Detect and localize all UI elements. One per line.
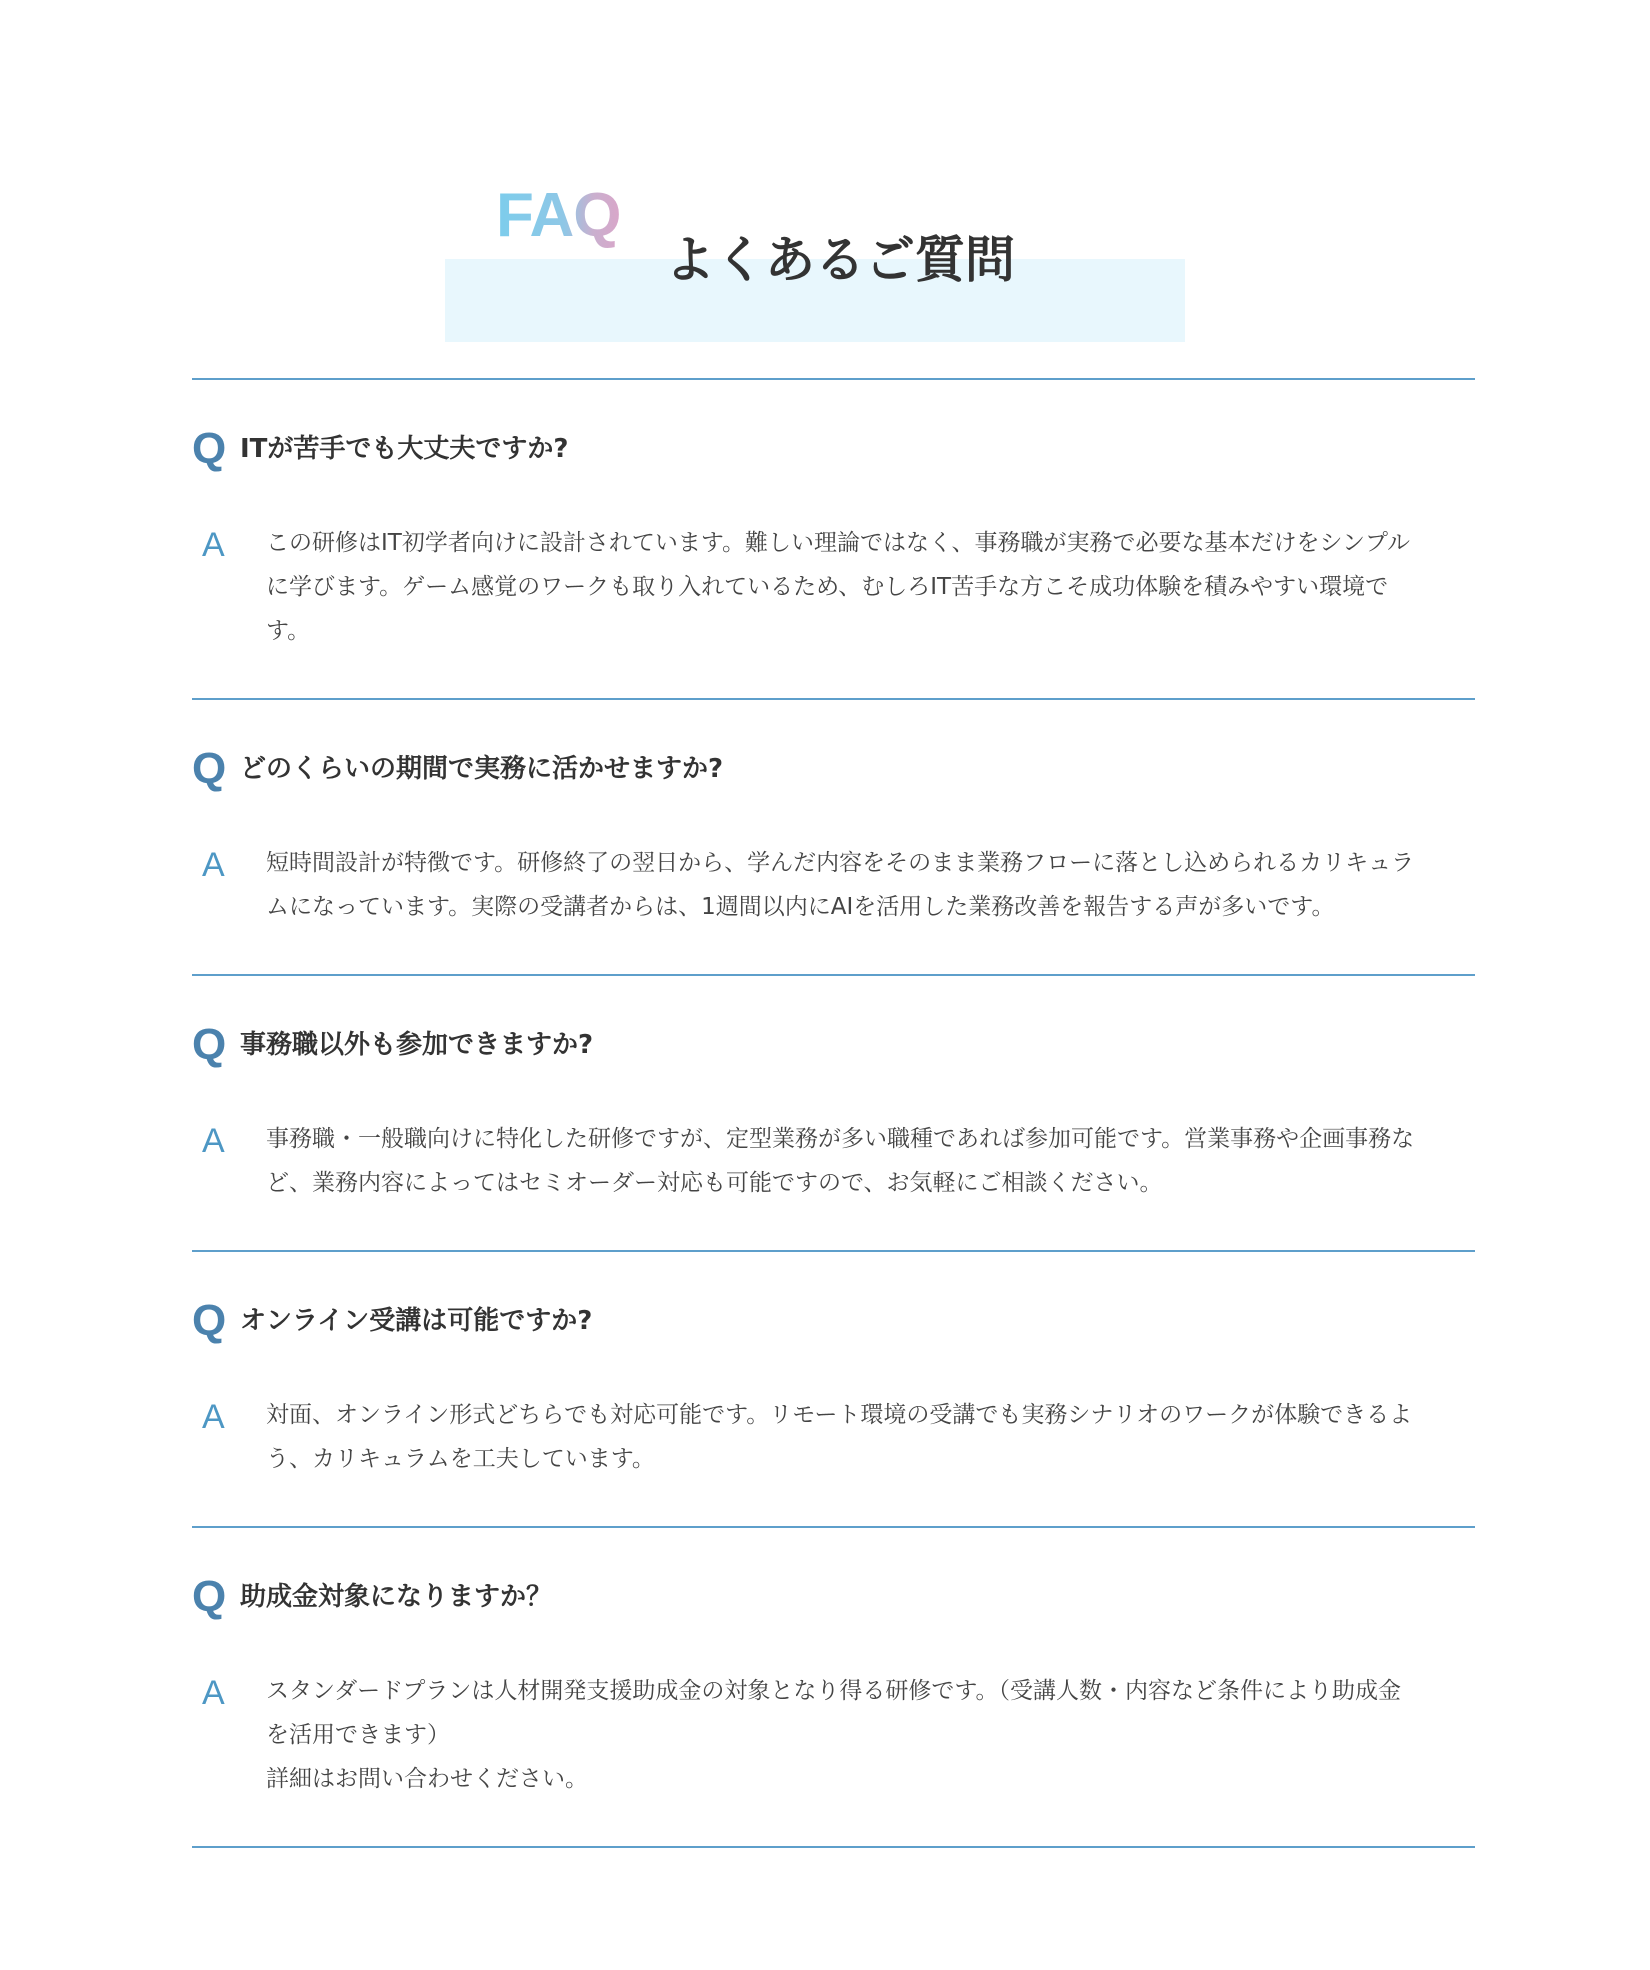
- section-heading: [445, 180, 1185, 342]
- answer-row: [192, 521, 1475, 653]
- answer-row: [192, 841, 1475, 929]
- answer-row: [192, 1117, 1475, 1205]
- answer-row: [192, 1393, 1475, 1481]
- answer-line: 詳細はお問い合わせください。: [266, 1766, 588, 1792]
- answer-line: 短時間設計が特徴です。研修終了の翌日から、学んだ内容をそのまま業務フローに落とし込められるカリキュラ: [266, 850, 1415, 876]
- q-mark-icon: Q: [192, 424, 227, 473]
- faq-list: [192, 378, 1475, 1848]
- answer-line: に学びます。ゲーム感覚のワークも取り入れているため、むしろIT苦手な方こそ成功体験を積みやすい環境で: [266, 574, 1389, 600]
- question-row: [192, 1297, 1475, 1345]
- question-text: 助成金対象になりますか？: [240, 1582, 553, 1612]
- question-row: [192, 745, 1475, 793]
- answer-line: を活用できます）: [266, 1722, 450, 1748]
- q-mark-icon: Q: [192, 1020, 227, 1069]
- answer-line: この研修はIT初学者向けに設計されています。難しい理論ではなく、事務職が実務で必要な基本だけをシンプル: [266, 530, 1411, 556]
- a-mark-icon: A: [202, 526, 225, 564]
- a-mark-icon: A: [202, 1398, 225, 1436]
- q-mark-icon: Q: [192, 1296, 227, 1345]
- answer-text: [266, 1117, 1475, 1205]
- answer-text: [266, 841, 1475, 929]
- a-mark-icon: A: [202, 846, 225, 884]
- faq-item: [192, 1252, 1475, 1528]
- question-text: ITが苦手でも大丈夫ですか?: [240, 434, 569, 464]
- answer-row: [192, 1669, 1475, 1801]
- question-row: [192, 425, 1475, 473]
- heading-en: FAQ: [496, 181, 621, 250]
- q-mark-icon: Q: [192, 744, 227, 793]
- question-text: どのくらいの期間で実務に活かせますか?: [240, 754, 724, 784]
- answer-text: [266, 1393, 1475, 1481]
- answer-line: す。: [266, 618, 311, 644]
- faq-item: [192, 380, 1475, 700]
- answer-line: 事務職・一般職向けに特化した研修ですが、定型業務が多い職種であれば参加可能です。営業事務や企画事務な: [266, 1126, 1415, 1152]
- answer-text: [266, 1669, 1475, 1801]
- q-mark-icon: Q: [192, 1572, 227, 1621]
- question-row: [192, 1573, 1475, 1621]
- answer-line: 対面、オンライン形式どちらでも対応可能です。リモート環境の受講でも実務シナリオのワークが体験できるよ: [266, 1402, 1413, 1428]
- answer-line: う、カリキュラムを工夫しています。: [266, 1446, 655, 1472]
- question-text: 事務職以外も参加できますか?: [240, 1030, 594, 1060]
- a-mark-icon: A: [202, 1674, 225, 1712]
- a-mark-icon: A: [202, 1122, 225, 1160]
- page-title: よくあるご質問: [665, 231, 1015, 289]
- question-text: オンライン受講は可能ですか?: [240, 1306, 593, 1336]
- answer-line: ど、業務内容によってはセミオーダー対応も可能ですので、お気軽にご相談ください。: [266, 1170, 1163, 1196]
- faq-item: [192, 700, 1475, 976]
- answer-text: [266, 521, 1475, 653]
- answer-line: ムになっています。実際の受講者からは、1週間以内にAIを活用した業務改善を報告する声が多いです。: [266, 894, 1335, 920]
- answer-line: スタンダードプランは人材開発支援助成金の対象となり得る研修です。（受講人数・内容など条件により助成金: [266, 1678, 1402, 1704]
- faq-item: [192, 1528, 1475, 1848]
- question-row: [192, 1021, 1475, 1069]
- faq-item: [192, 976, 1475, 1252]
